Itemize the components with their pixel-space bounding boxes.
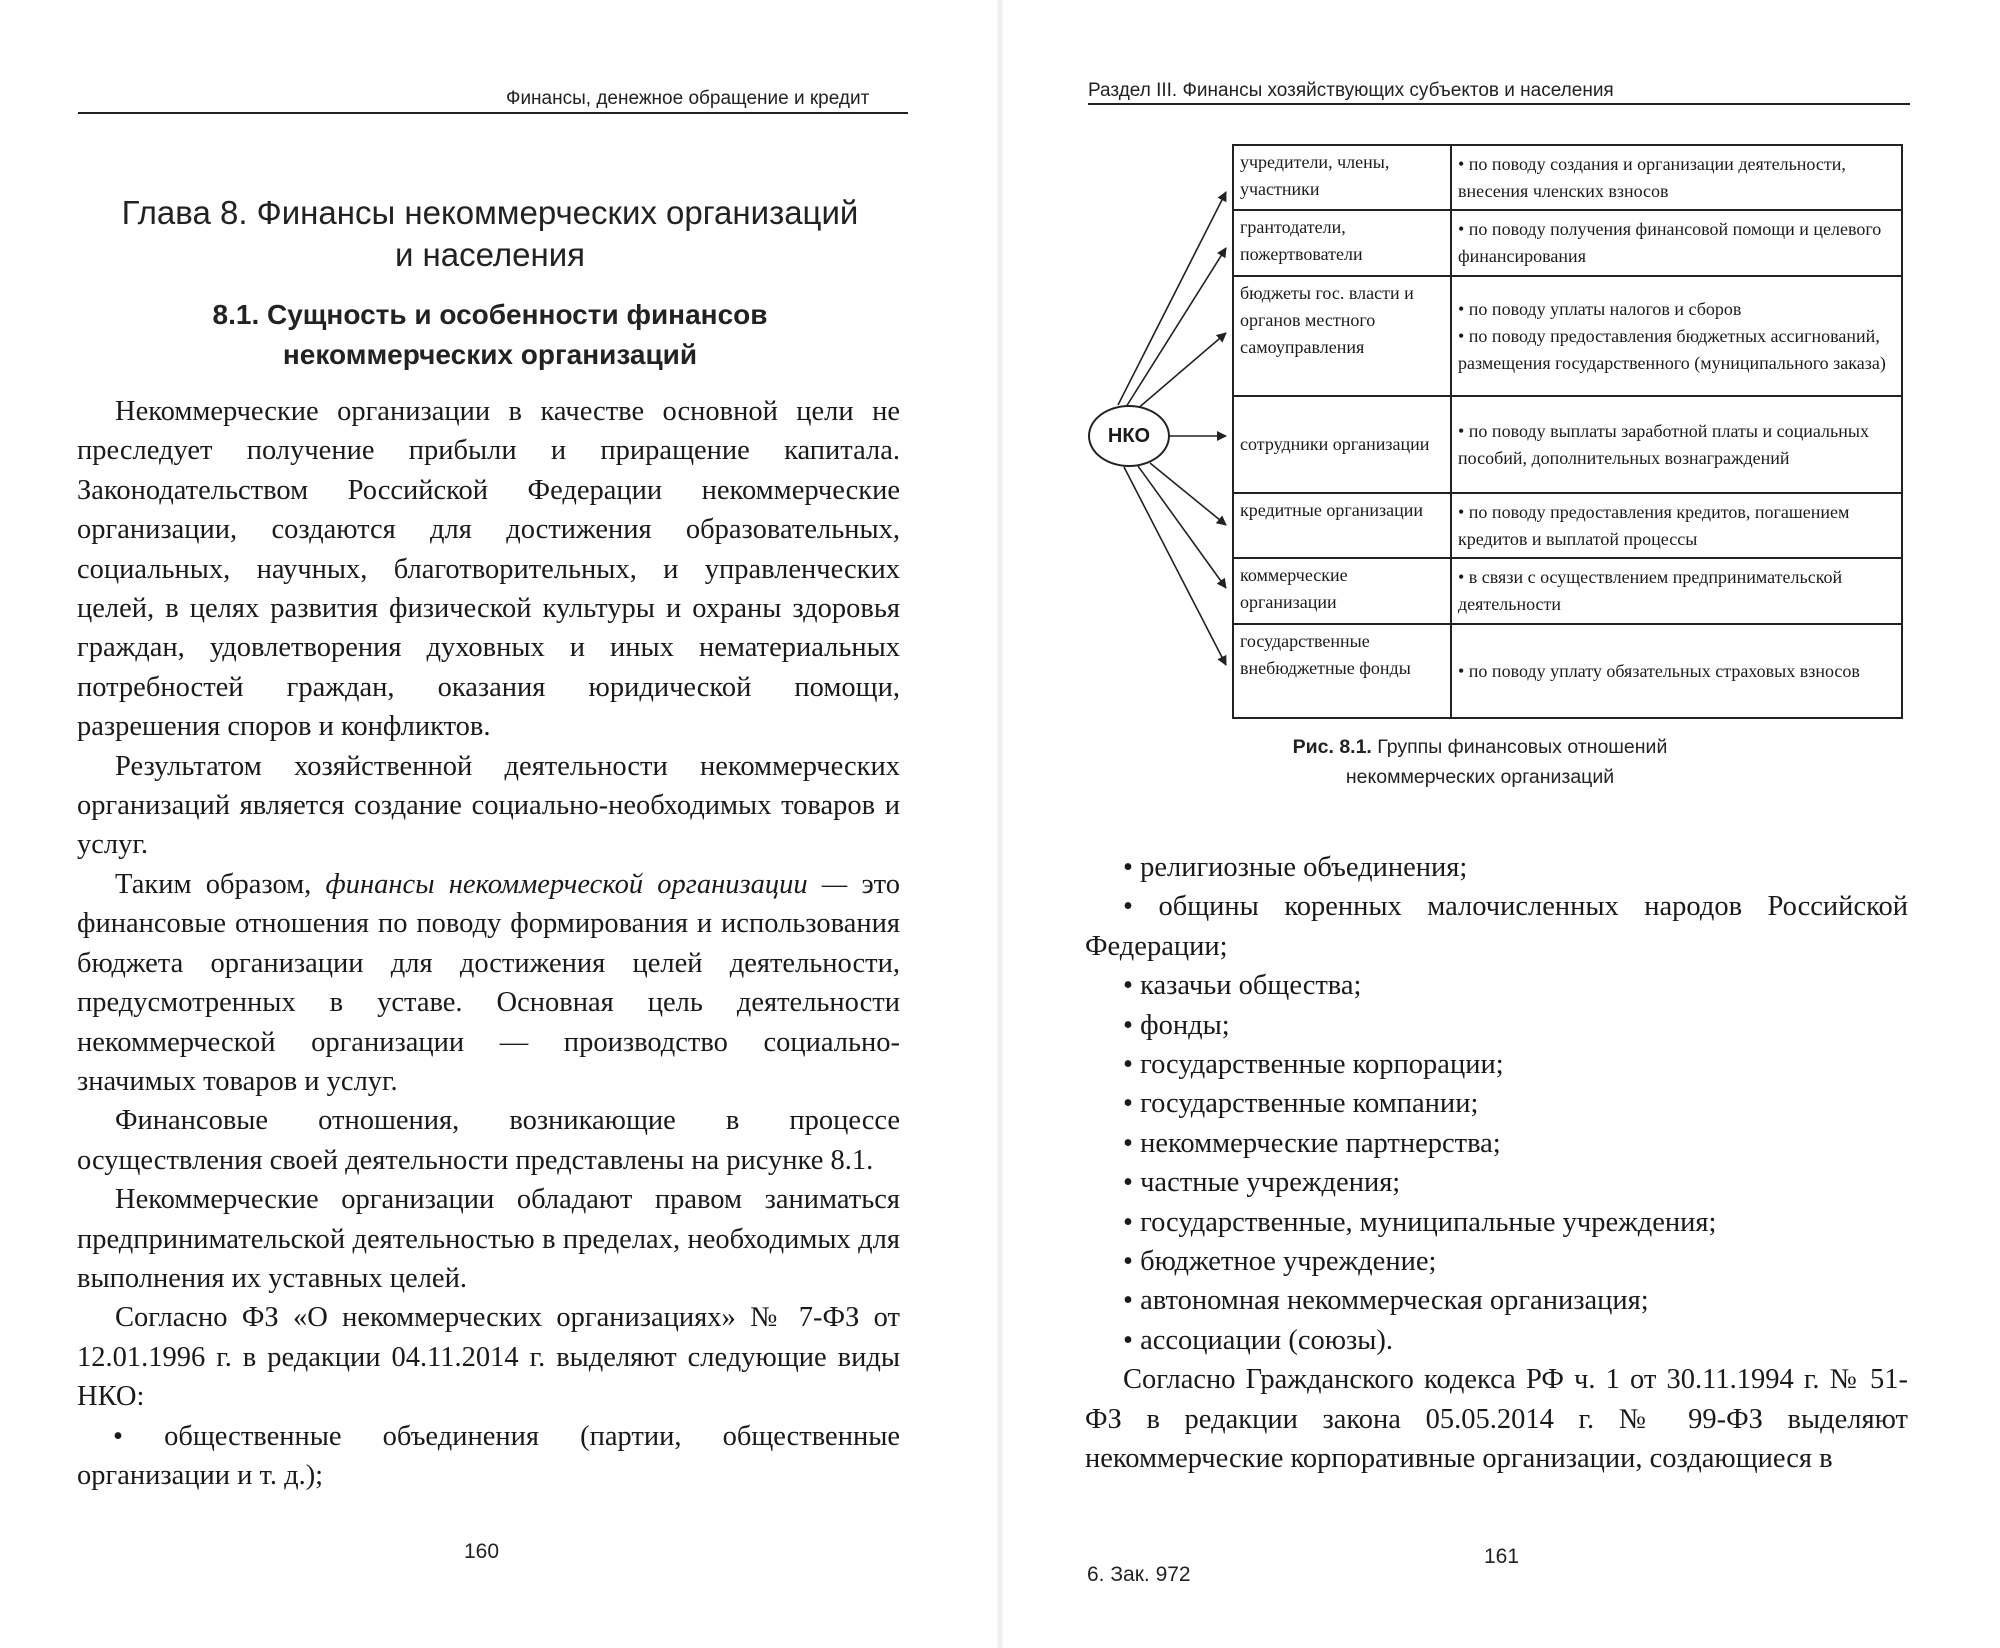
table-row [1234, 211, 1901, 277]
chapter-title-line1: Глава 8. Финансы некоммерческих организаций [121, 194, 859, 231]
table-row [1234, 494, 1901, 559]
table-row [1234, 397, 1901, 494]
list-item: • ассоциации (союзы). [1123, 1324, 1394, 1356]
chapter-title [80, 192, 900, 276]
arrow-credit [1150, 463, 1226, 525]
party-cell: государственные внебюджетные фонды [1234, 625, 1452, 717]
figure-8-1 [1000, 0, 2000, 800]
table-row [1234, 146, 1901, 211]
nko-node: НКО [1088, 405, 1170, 467]
relation-cell [1452, 397, 1901, 492]
paragraph: Финансовые отношения, возникающие в процессе осуществления своей деятельности представлены на рисунке 8.1. [77, 1105, 900, 1176]
list-item: • казачьи общества; [1123, 970, 1362, 1002]
list-item: • государственные компании; [1123, 1088, 1479, 1120]
list-item: • общины коренных малочисленных народов Российской Федерации; [1085, 891, 1908, 962]
relation-text: • по поводу предоставления бюджетных ассигнований, размещения государственного (муниципального заказа) [1458, 325, 1886, 373]
chapter-title-line2: и населения [394, 236, 586, 273]
party-cell: сотрудники организации [1234, 397, 1452, 492]
relation-text: • по поводу получения финансовой помощи и целевого финансирования [1458, 219, 1882, 266]
relation-cell [1452, 625, 1901, 717]
header-rule-left [78, 112, 908, 114]
arrow-founders [1118, 192, 1226, 405]
right-body-text [1085, 848, 1908, 1479]
list-item: • фонды; [1123, 1009, 1230, 1041]
page-number-left: 160 [464, 1540, 500, 1563]
relation-text: • по поводу выплаты заработной платы и социальных пособий, дополнительных вознаграждений [1458, 420, 1869, 468]
relation-cell [1452, 559, 1901, 623]
definition-paragraph [77, 865, 900, 1101]
paragraph: Некоммерческие организации обладают правом заниматься предпринимательской деятельностью в пределах, необходимых для выполнения их уставных целей. [77, 1184, 900, 1294]
table-row [1234, 625, 1901, 717]
list-item: • бюджетное учреждение; [1123, 1246, 1437, 1278]
section-title-line1: 8.1. Сущность и особенности финансов [212, 299, 768, 330]
table-row [1234, 277, 1901, 397]
relation-text: • по поводу уплату обязательных страховых взносов [1458, 660, 1860, 681]
definition-lead: Таким образом, [115, 868, 326, 900]
arrow-grantors [1126, 248, 1226, 407]
list-item: • государственные, муниципальные учреждения; [1123, 1206, 1717, 1238]
paragraph: Результатом хозяйственной деятельности некоммерческих организаций является создание социально-необходимых товаров и услуг. [77, 750, 900, 861]
definition-rest: это финансовые отношения по поводу формирования и использования бюджета организации для достижения целей деятельности, предусмотренных в уставе. Основная цель деятельности некоммерческой организации — производство социально-значимых товаров и услуг. [77, 868, 901, 1097]
list-item: • общественные объединения (партии, общественные организации и т. д.); [77, 1420, 900, 1491]
relations-table [1232, 144, 1903, 719]
list-item: • религиозные объединения; [1123, 852, 1468, 883]
party-cell: кредитные организации [1234, 494, 1452, 557]
party-cell: грантодатели, пожертвователи [1234, 211, 1452, 275]
relation-cell [1452, 494, 1901, 557]
relation-cell [1452, 211, 1901, 275]
list-item: • частные учреждения; [1123, 1167, 1401, 1199]
caption-text-line1: Группы финансовых отношений [1371, 736, 1668, 758]
right-page [1000, 0, 2000, 1648]
relation-text: • в связи с осуществлением предпринимательской деятельности [1458, 567, 1843, 614]
left-body-text [77, 392, 900, 1495]
relation-text: • по поводу предоставления кредитов, погашением кредитов и выплатой процессы [1458, 501, 1850, 549]
caption-text-line2: некоммерческих организаций [1345, 766, 1615, 788]
table-row [1234, 559, 1901, 625]
list-item: • государственные корпорации; [1123, 1049, 1504, 1081]
party-cell: коммерческие организации [1234, 559, 1452, 623]
paragraph: Согласно Гражданского кодекса РФ ч. 1 от 30.11.1994 г. № 51-ФЗ в редакции закона 05.05.2014 г. № 99-ФЗ выделяют некоммерческие корпоративные организации, создающиеся в [1085, 1364, 1908, 1475]
arrow-commercial [1138, 466, 1226, 588]
party-cell: учредители, члены, участники [1234, 146, 1452, 209]
list-item: • некоммерческие партнерства; [1123, 1127, 1501, 1159]
relation-cell [1452, 277, 1901, 395]
section-title-line2: некоммерческих организаций [282, 339, 698, 370]
section-title [80, 295, 900, 375]
relation-cell [1452, 146, 1901, 209]
print-order-note: 6. Зак. 972 [1087, 1563, 1191, 1586]
party-cell: бюджеты гос. власти и органов местного самоуправления [1234, 277, 1452, 395]
caption-label: Рис. 8.1. [1292, 736, 1372, 758]
paragraph: Некоммерческие организации в качестве основной цели не преследует получение прибыли и приращение капитала. Законодательством Российской Федерации некоммерческие организации, создаются для достижения образовательных, социальных, научных, благотворительных, и управленческих целей, в целях развития физической культуры и охраны здоровья граждан, удовлетворения духовных и иных нематериальных потребностей граждан, оказания юридической помощи, разрешения споров и конфликтов. [77, 396, 900, 743]
paragraph: Согласно ФЗ «О некоммерческих организациях» № 7-ФЗ от 12.01.1996 г. в редакции 04.11.2014 г. выделяют следующие виды НКО: [77, 1302, 900, 1413]
running-head-right: Раздел III. Финансы хозяйствующих субъектов и населения [1088, 80, 1614, 101]
running-head-left: Финансы, денежное обращение и кредит [506, 88, 870, 109]
relation-text: • по поводу создания и организации деятельности, внесения членских взносов [1458, 153, 1846, 201]
list-item: • автономная некоммерческая организация; [1123, 1285, 1649, 1317]
page-number-right: 161 [1484, 1545, 1520, 1568]
figure-caption [1230, 732, 1730, 792]
definition-term: финансы некоммерческой организации — [325, 868, 848, 900]
relation-text: • по поводу уплаты налогов и сборов [1458, 298, 1742, 319]
